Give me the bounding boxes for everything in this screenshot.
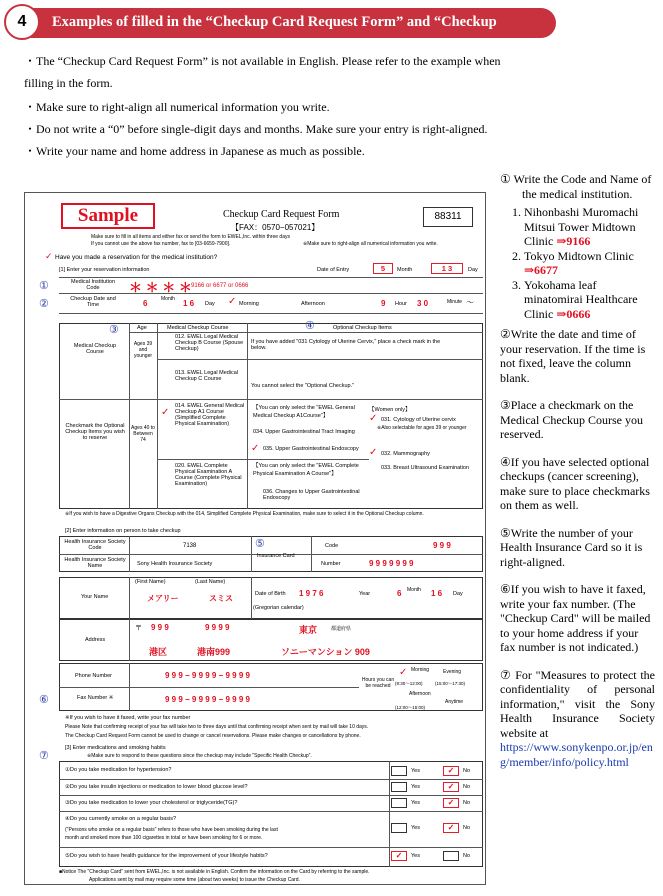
women-only: 【Women only】 (369, 407, 411, 413)
step-4: ④If you have selected optional checkups (cancer screening), make sure to place checkmarks on them as well. (500, 454, 650, 512)
q4-no-check: ✓ (443, 823, 459, 833)
name-table (59, 577, 483, 619)
fax-note-3: The Checkup Card Request Form cannot be used to change or cancel reservations. Please make changes or cancellations by phone. (65, 733, 361, 739)
day-label: Day (205, 301, 215, 307)
course-014: 014. EWEL General Medical Checkup A1 Course (Simplified Complete Physical Examination) (175, 403, 245, 427)
course-013-note: You cannot select the "Optional Checkup." (251, 383, 355, 389)
first-name-value: メアリー (147, 594, 179, 603)
q1-yes: Yes (411, 768, 420, 774)
insurance-card-label: Insurance Card (257, 553, 295, 559)
step-6: ⑥If you wish to have it faxed, write your fax number. (The "Checkup Card" will be mailed to your home address if your fax number is not indicated.) (500, 582, 651, 654)
form-title: Checkup Card Request Form (223, 209, 340, 220)
marker-3: ③ (109, 324, 119, 336)
q1: ①Do you take medication for hypertension? (65, 767, 172, 773)
bullet-4: ・Write your name and home address in Japanese as much as possible. (24, 144, 365, 158)
also-selectable: ※Also selectable for ages 39 or younger (377, 425, 467, 431)
q1-no-check: ✓ (443, 766, 459, 776)
step-7: ⑦ For "Measures to protect the confidentiality of personal information," visit the Sony Health Insurance Society website at (500, 667, 655, 740)
fax-value: 9 9 9 − 9 9 9 9 − 9 9 9 9 (165, 695, 250, 704)
instructions-column (500, 172, 655, 769)
dob-month: 6 (397, 589, 402, 598)
entry-day: 5 (373, 263, 393, 274)
month-label-2: Month (407, 587, 421, 593)
tilde: 〜 (466, 298, 474, 307)
hi-code-label: Health Insurance Society Code (64, 539, 126, 551)
hi-code-value: 7138 (183, 543, 197, 549)
select-a1-note: 【You can only select the "EWEL General Medical Checkup A1Course"】 (253, 405, 355, 419)
bullet-1: ・The “Checkup Card Request Form” is not available in English. Please refer to the example when (24, 54, 501, 68)
month-label: Month (161, 296, 175, 302)
age-group-2: Ages 40 to Between 74 (131, 425, 155, 443)
phone-value: 9 9 9 − 9 9 9 9 − 9 9 9 9 (165, 671, 250, 680)
q4-note-1: ("Persons who smoke on a regular basis" refers to those who have been smoking during the last (65, 827, 278, 833)
code-label: Code (325, 543, 339, 549)
year-label: Year (359, 591, 371, 597)
inst-code-label: Medical Institution Code (70, 279, 116, 291)
form-note-3: ※Make sure to right-align all numerical information you write. (303, 241, 438, 247)
name-label: Your Name (81, 594, 109, 600)
medication-table (59, 761, 483, 867)
c014-check: ✓ (161, 407, 170, 418)
section-number: 4 (4, 4, 40, 40)
marker-1: ① (39, 280, 49, 292)
morning-time: (9:30〜12:00) (395, 681, 423, 686)
bullet-3: ・Do not write a “0” before single-digit days and months. Make sure your entry is right-aligned. (24, 122, 488, 136)
fax-label: Fax Number ※ (77, 695, 114, 701)
q4: ④Do you currently smoke on a regular basis? (65, 816, 177, 822)
afternoon-hours: Afternoon (409, 691, 431, 697)
res-check: ✓ (45, 251, 53, 261)
checkup-day: 1 6 (183, 299, 195, 308)
notice: ■Notice The "Checkup Card" sent from EWEL,Inc. is not available in English. Confirm the information on the Card by referring to the sample. (59, 869, 370, 875)
step-5: ⑤Write the number of your Health Insurance Card so it is right-aligned. (500, 525, 643, 569)
o035-check: ✓ (251, 443, 260, 454)
select-a-note: 【You can only select the "EWEL Complete Physical Examination A Course"】 (253, 463, 359, 477)
privacy-policy-link[interactable]: https://www.sonykenpo.or.jp/eng/member/info/policy.html (500, 740, 653, 769)
section-header (0, 0, 556, 40)
inst-code-hint: ←9166 or 6677 or 0666 (185, 283, 249, 289)
q4-note-2: month and smoked more than 100 cigarettes in total or have been smoking for 6 or more. (65, 835, 263, 841)
notice-2: Applications sent by mail may require some time (about two weeks) to issue the Checkup Card. (89, 877, 300, 883)
marker-7: ⑦ (39, 750, 49, 762)
q5: ⑤Do you wish to have health guidance for the improvement of your lifestyle habits? (65, 853, 268, 859)
q2-no: No (463, 784, 471, 790)
digestive-note: ※If you wish to have a Digestive Organs Checkup with the 014, Simplified Complete Physical Examination, make sure to select it in the Optional Checkup column. (65, 511, 424, 517)
dob-day: 1 6 (431, 589, 443, 598)
fax-note-2: Please Note that confirming receipt of your fax will take two to three days until that confirming receipt when sent by mail will take 10 days. (65, 724, 369, 730)
inst-code-value: ＊ ＊ ＊ ＊ (129, 280, 192, 295)
morning-check: ✓ (228, 296, 237, 307)
form-note-1: Make sure to fill in all items and either fax or send the form to EWEL,Inc. within three days (91, 234, 290, 240)
age-header: Age (137, 325, 147, 331)
bullet-1-cont: filling in the form. (24, 76, 113, 90)
section-title: Examples of filled in the “Checkup Card Request Form” and “Checkup (52, 14, 497, 30)
morning-hours: Morning (411, 667, 430, 673)
q5-yes: Yes (411, 853, 420, 859)
zip-2: 9 9 9 9 (205, 623, 230, 632)
mc-label: Medical Checkup Course (73, 343, 117, 355)
section-3-label: [3] Enter medications and smoking habits (65, 745, 166, 751)
hours-label: Hours you can be reached (361, 677, 395, 689)
optional-header: Optional Checkup Items (333, 325, 392, 331)
q5-yes-check: ✓ (391, 851, 407, 861)
afternoon-label: Afternoon (301, 301, 325, 307)
o031-check: ✓ (369, 413, 378, 424)
course-013: 013. EWEL Legal Medical Checkup C Course (175, 370, 239, 382)
option-035: 035. Upper Gastrointestinal Endoscopy (263, 446, 359, 452)
course-020: 020. EWEL Complete Physical Examination A Course (Complete Physical Examination) (175, 463, 242, 487)
q2: ②Do you take insulin injections or medication to lower blood glucose level? (65, 784, 248, 790)
street: 港南999 (197, 647, 231, 657)
marker-6: ⑥ (39, 694, 49, 706)
dob-label: Date of Birth (255, 591, 286, 597)
marker-5: ⑤ (255, 538, 265, 550)
hi-name-value: Sony Health Insurance Society (137, 561, 213, 567)
step-1: ① Write the Code and Name of the medical institution. (500, 172, 652, 201)
q3-yes: Yes (411, 800, 420, 806)
optional-label: Checkmark the Optional Checkup Items you wish to reserve (65, 423, 125, 441)
first-name-label: (First Name) (135, 579, 166, 585)
checkup-date-label: Checkup Date and Time (70, 296, 116, 308)
morning-label: Morning (239, 301, 259, 307)
minute-label: Minute (447, 299, 463, 305)
hour-label: Hour (395, 301, 407, 307)
o032-check: ✓ (369, 447, 378, 458)
zip-1: 9 9 9 (151, 623, 169, 632)
q5-no: No (463, 853, 471, 859)
option-034: 034. Upper Gastrointestinal Tract Imaging (253, 429, 355, 435)
marker-4: ④ (305, 320, 315, 332)
q3-no: No (463, 800, 471, 806)
section-1-label: [1] Enter your reservation information (59, 267, 150, 273)
morning-hours-check: ✓ (399, 667, 408, 678)
course-header: Medical Checkup Course (167, 325, 229, 331)
q4-yes: Yes (411, 825, 420, 831)
section-2-label: [2] Enter information on person to take checkup (65, 528, 181, 534)
address-table (59, 619, 483, 661)
afternoon-time: (12:00〜15:00) (395, 705, 426, 710)
form-code: 88311 (423, 207, 473, 227)
minute-value: 3 0 (417, 299, 429, 308)
clinic-3: 3. Yokohama leaf minatomirai Healthcare Clinic ⇒0666 (524, 278, 655, 322)
checkup-month: 6 (143, 299, 148, 308)
q1-no: No (463, 768, 471, 774)
ward: 港区 (149, 647, 168, 657)
evening-hours: Evening (443, 669, 462, 675)
number-label: Number (321, 561, 341, 567)
q3: ③Do you take medication to lower your cholesterol or triglyceride(TG)? (65, 800, 238, 806)
q3-no-check: ✓ (443, 798, 459, 808)
sample-form (24, 192, 486, 885)
entry-date-label: Date of Entry (317, 267, 350, 273)
address-label: Address (85, 637, 106, 643)
gregorian: (Gregorian calendar) (253, 605, 304, 611)
step-3: ③Place a checkmark on the Medical Checkup Course you reserved. (500, 398, 643, 441)
section-3-note: ※Make sure to respond to these questions since the checkup may include "Specific Health Checkup". (87, 753, 312, 759)
sample-stamp: Sample (61, 203, 155, 229)
clinic-2: 2. Tokyo Midtown Clinic ⇒6677 (524, 249, 655, 278)
phone-label: Phone Number (75, 673, 112, 679)
hour-value: 9 (381, 299, 386, 308)
evening-time: (15:00〜17:30) (435, 681, 466, 686)
hi-name-label: Health Insurance Society Name (64, 557, 126, 569)
prefecture: 東京 (299, 625, 318, 635)
entry-month-label: Month (397, 267, 413, 273)
option-031: 031. Cytology of Uterine cervix (381, 417, 456, 423)
last-name-label: (Last Name) (195, 579, 226, 585)
code-value: 9 9 9 (433, 541, 451, 550)
marker-2: ② (39, 298, 49, 310)
q2-yes: Yes (411, 784, 420, 790)
q2-no-check: ✓ (443, 782, 459, 792)
building: ソニーマンション 909 (281, 647, 370, 657)
number-value: 9 9 9 9 9 9 9 (369, 559, 414, 568)
course-012-note: If you have added "031 Cytology of Uterine Cervix," place a check mark in the below. (251, 339, 441, 351)
clinic-1: 1. Nihonbashi Muromachi Mitsui Tower Midtown Clinic ⇒9166 (524, 205, 655, 249)
q4-no: No (463, 825, 471, 831)
prefecture-suffix: 都道府県 (331, 626, 352, 632)
bullet-2: ・Make sure to right-align all numerical information you write. (24, 100, 330, 114)
form-fax: 【FAX：0570−057021】 (231, 223, 320, 232)
age-group-1: Ages 39 and younger (133, 341, 153, 359)
fax-note-1: ※If you wish to have it faxed, write your fax number (65, 715, 191, 721)
option-036: 036. Changes to Upper Gastrointestinal Endoscopy (263, 489, 360, 501)
day-label-3: Day (453, 591, 463, 597)
option-033: 033. Breast Ultrasound Examination (381, 465, 470, 471)
dob-year: 1 9 7 6 (299, 589, 324, 598)
entry-month: 1 3 (431, 263, 463, 274)
entry-day-label: Day (468, 267, 478, 273)
zip-mark: 〒 (135, 625, 142, 632)
reservation-question: Have you made a reservation for the medical institution? (55, 254, 218, 261)
form-note-2: If you cannot use the above fax number, fax to [03-6659-7900]. (91, 241, 231, 247)
option-032: 032. Mammography (381, 451, 430, 457)
last-name-value: スミス (209, 594, 233, 603)
anytime: Anytime (445, 699, 464, 705)
step-2: ②Write the date and time of your reservation. If the time is not fixed, leave the column blank. (500, 327, 646, 385)
course-012: 012. EWEL Legal Medical Checkup B Course (Spouse Checkup) (175, 334, 244, 352)
